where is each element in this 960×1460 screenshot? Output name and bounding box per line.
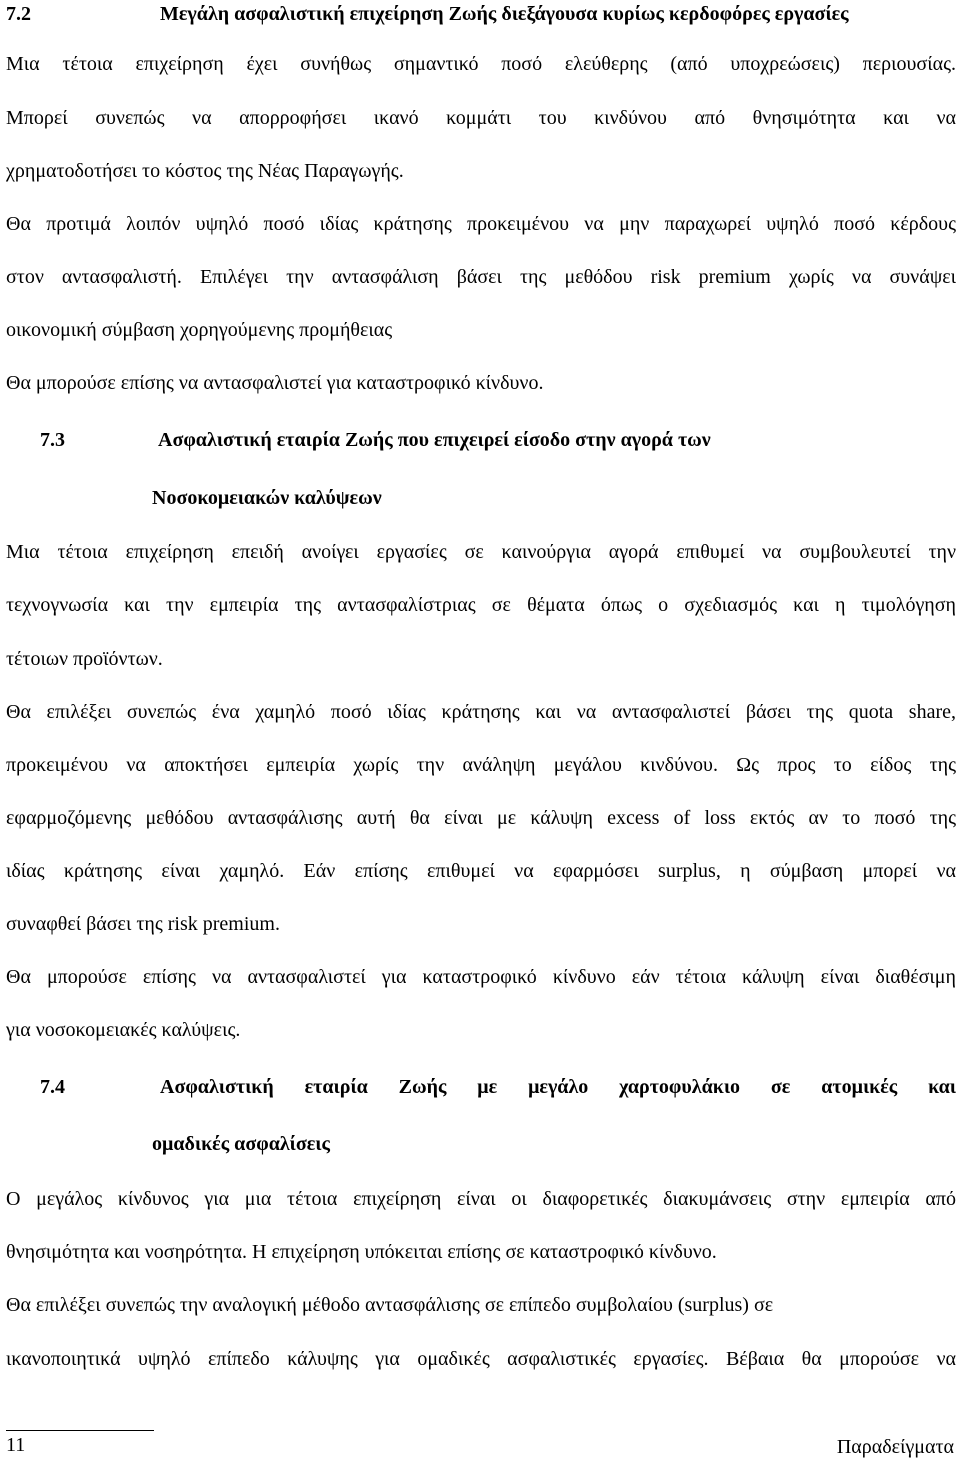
paragraph-line: προκειμένου να αποκτήσει εμπειρία χωρίς την ανάληψη μεγάλου κινδύνου. Ως προς το είδος της	[6, 754, 956, 776]
paragraph-line: χρηματοδοτήσει το κόστος της Νέας Παραγωγής.	[6, 160, 404, 182]
section-title-continued: Νοσοκομειακών καλύψεων	[152, 487, 382, 509]
section-number: 7.4	[40, 1076, 65, 1098]
paragraph-line: θνησιμότητα και νοσηρότητα. Η επιχείρηση υπόκειται επίσης σε καταστροφικό κίνδυνο.	[6, 1241, 717, 1263]
section-title: Μεγάλη ασφαλιστική επιχείρηση Ζωής διεξάγουσα κυρίως κερδοφόρες εργασίες	[160, 3, 849, 25]
paragraph-line: Θα επιλέξει συνεπώς την αναλογική μέθοδο αντασφάλισης σε επίπεδο συμβολαίου (surplus) σε	[6, 1294, 774, 1316]
paragraph-line: εφαρμοζόμενης μεθόδου αντασφάλισης αυτή θα είναι με κάλυψη excess of loss εκτός αν το ποσό της	[6, 807, 956, 829]
paragraph-line: οικονομική σύμβαση χορηγούμενης προμήθειας	[6, 319, 393, 341]
paragraph-line: για νοσοκομειακές καλύψεις.	[6, 1019, 241, 1041]
paragraph-line: Μπορεί συνεπώς να απορροφήσει ικανό κομμάτι του κινδύνου από θνησιμότητα και να	[6, 107, 956, 129]
footer-rule	[6, 1430, 154, 1431]
section-number: 7.3	[40, 429, 65, 451]
paragraph-line: Μια τέτοια επιχείρηση επειδή ανοίγει εργασίες σε καινούργια αγορά επιθυμεί να συμβουλευτεί την	[6, 541, 956, 563]
paragraph-line: Θα μπορούσε επίσης να αντασφαλιστεί για καταστροφικό κίνδυνο.	[6, 372, 544, 394]
section-number: 7.2	[6, 3, 31, 25]
paragraph-line: ικανοποιητικά υψηλό επίπεδο κάλυψης για ομαδικές ασφαλιστικές εργασίες. Βέβαια θα μπορούσε να	[6, 1348, 956, 1370]
section-title: Ασφαλιστική εταιρία Ζωής που επιχειρεί είσοδο στην αγορά των	[158, 429, 711, 451]
paragraph-line: Ο μεγάλος κίνδυνος για μια τέτοια επιχείρηση είναι οι διαφορετικές διακυμάνσεις στην εμπειρία από	[6, 1188, 956, 1210]
paragraph-line: Θα προτιμά λοιπόν υψηλό ποσό ιδίας κράτησης προκειμένου να μην παραχωρεί υψηλό ποσό κέρδους	[6, 213, 956, 235]
page-number: 11	[6, 1434, 26, 1456]
paragraph-line: Θα μπορούσε επίσης να αντασφαλιστεί για καταστροφικό κίνδυνο εάν τέτοια κάλυψη είναι διαθέσιμη	[6, 966, 956, 988]
section-title: Ασφαλιστική εταιρία Ζωής με μεγάλο χαρτοφυλάκιο σε ατομικές και	[160, 1076, 956, 1098]
section-title-continued: ομαδικές ασφαλίσεις	[152, 1133, 330, 1155]
paragraph-line: ιδίας κράτησης είναι χαμηλό. Εάν επίσης επιθυμεί να εφαρμόσει surplus, η σύμβαση μπορεί να	[6, 860, 956, 882]
paragraph-line: Θα επιλέξει συνεπώς ένα χαμηλό ποσό ιδίας κράτησης και να αντασφαλιστεί βάσει της quota share,	[6, 701, 956, 723]
paragraph-line: συναφθεί βάσει της risk premium.	[6, 913, 280, 935]
footer-chapter-title: Παραδείγματα	[836, 1436, 954, 1458]
paragraph-line: Μια τέτοια επιχείρηση έχει συνήθως σημαντικό ποσό ελεύθερης (από υποχρεώσεις) περιουσίας.	[6, 53, 956, 75]
paragraph-line: στον αντασφαλιστή. Επιλέγει την αντασφάλιση βάσει της μεθόδου risk premium χωρίς να συνάψει	[6, 266, 956, 288]
paragraph-line: τεχνογνωσία και την εμπειρία της αντασφαλίστριας σε θέματα όπως ο σχεδιασμός και η τιμολόγηση	[6, 594, 956, 616]
paragraph-line: τέτοιων προϊόντων.	[6, 648, 163, 670]
